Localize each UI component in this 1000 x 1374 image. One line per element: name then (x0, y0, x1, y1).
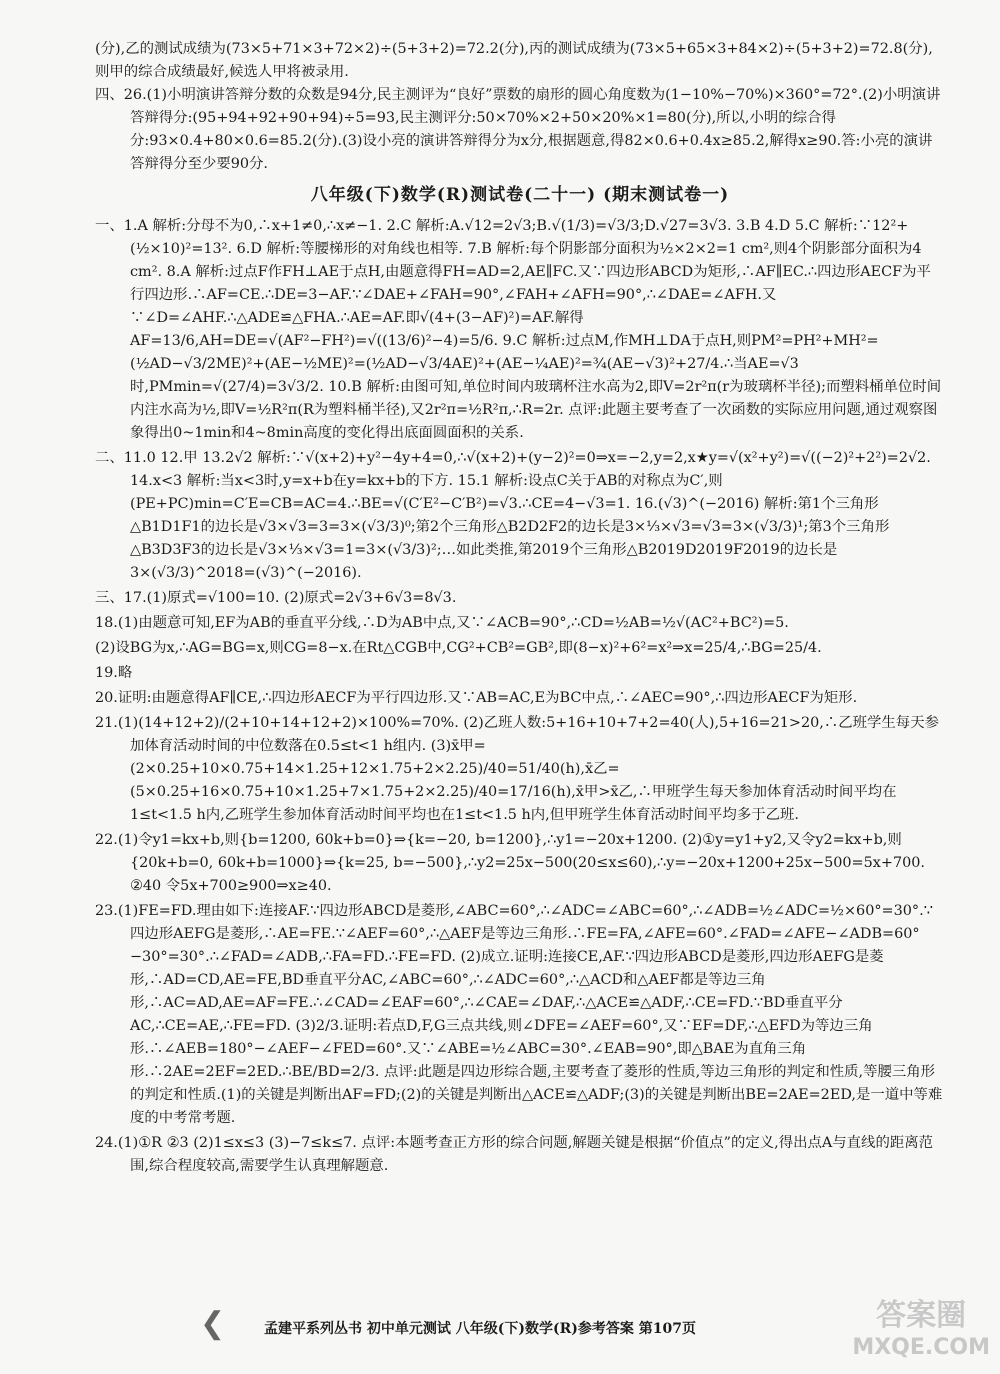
chevron-left-icon: ❮ (200, 1306, 226, 1341)
block-24: 24.(1)①R ②3 (2)1≤x≤3 (3)−7≤k≤7. 点评:本题考查正方形的综合问题,解题关键是根据“价值点”的定义,得出点A与直线的距离范围,综合程度较高,需要学生认真理解题意. (95, 1135, 934, 1174)
watermark-text: 答案圈 (876, 1298, 967, 1333)
page-footer: 孟建平系列丛书 初中单元测试 八年级(下)数学(R)参考答案 第107页 (264, 1321, 696, 1337)
block-22: 22.(1)令y1=kx+b,则{b=1200, 60k+b=0}⇒{k=−20, b=1200},∴y1=−20x+1200. (2)①y=y1+y2,又令y2=kx+b,则{20k+b=0, 60k+b=1000}⇒{k=25, b=−500},∴y2=25x−500(20≤x≤60),∴y=−20x+1200+25x−500=5x+700. ②40 令5x+700≥900⇒x≥40. (95, 832, 925, 894)
block-fill: 二、11.0 12.甲 13.2√2 解析:∵√(x+2)+y²−4y+4=0,∴√(x+2)+(y−2)²=0⇒x=−2,y=2,x★y=√(x²+y²)=√((−2)²+2²)=2√2. 14.x<3 解析:当x<3时,y=x+b在y=kx+b的下方. 15.1 解析:设点C关于AB的对称点为C′,则(PE+PC)min=C′E=CB=AC=4.∴BE=√(C′E²−C′B²)=√3.∴CE=4−√3=1. 16.(√3)^(−2016) 解析:第1个三角形△B1D1F1的边长是√3×√3=3=3×(√3/3)⁰;第2个三角形△B2D2F2的边长是3×⅓×√3=√3=3×(√3/3)¹;第3个三角形△B3D3F3的边长是√3×⅓×√3=1=3×(√3/3)²;…如此类推,第2019个三角形△B2019D2019F2019的边长是3×(√3/3)^2018=(√3)^(−2016). (95, 450, 931, 581)
top-line-1: (分),乙的测试成绩为(73×5+71×3+72×2)÷(5+3+2)=72.2(分),丙的测试成绩为(73×5+65×3+84×2)÷(5+3+2)=72.8(分),则甲的综合成绩最好,候选人甲将被录用. (95, 41, 933, 80)
block-20: 20.证明:由题意得AF∥CE,∴四边形AECF为平行四边形.又∵AB=AC,E为BC中点,∴∠AEC=90°,∴四边形AECF为矩形. (95, 690, 858, 706)
section-title: 八年级(下)数学(R)测试卷(二十一) (期末测试卷一) (310, 185, 730, 205)
top-line-2: 四、26.(1)小明演讲答辩分数的众数是94分,民主测评为“良好”票数的扇形的圆心角度数为(1−10%−70%)×360°=72°.(2)小明演讲答辩得分:(95+94+92+90+94)÷5=93,民主测评分:50×70%×2+50×20%×1=80(分),所以,小明的综合得分:93×0.4+80×0.6=85.2(分).(3)设小亮的演讲答辩得分为x分,根据题意,得82×0.6+0.4x≥85.2,解得x≥90.答:小亮的演讲答辩得分至少要90分. (95, 87, 941, 172)
answer-page (95, 38, 945, 1180)
block-23: 23.(1)FE=FD.理由如下:连接AF.∵四边形ABCD是菱形,∠ABC=60°,∴∠ADC=∠ABC=60°,∴∠ADB=½∠ADC=½×60°=30°.∵四边形AEFG是菱形,∴AE=FE.∵∠AEF=60°,∴△AEF是等边三角形.∴FE=FA,∠AFE=60°.∠FAD=∠AFE−∠ADB=60°−30°=30°.∴∠FAD=∠ADB,∴FA=FD.∴FE=FD. (2)成立.证明:连接CE,AF.∵四边形ABCD是菱形,四边形AEFG是菱形,∴AD=CD,AE=FE,BD垂直平分AC,∠ABC=60°,∴∠ADC=60°,∴△ACD和△AEF都是等边三角形,∴AC=AD,AE=AF=FE.∴∠CAD=∠EAF=60°,∴∠CAE=∠DAF,∴△ACE≌△ADF,∴CE=FD.∵BD垂直平分AC,∴CE=AE,∴FE=FD. (3)2/3.证明:若点D,F,G三点共线,则∠DFE=∠AEF=60°,又∵EF=DF,∴△EFD为等边三角形.∴∠AEB=180°−∠AEF−∠FED=60°.又∵∠ABE=½∠ABC=30°.∠EAB=90°,即△BAE为直角三角形.∴2AE=2EF=2ED.∴BE/BD=2/3. 点评:此题是四边形综合题,主要考查了菱形的性质,等边三角形的判定和性质,等腰三角形的判定和性质.(1)的关键是判断出AF=FD;(2)的关键是判断出△ACE≌△ADF;(3)的关键是判断出BE=2AE=2ED,是一道中等难度的中考常考题. (95, 903, 943, 1126)
block-18-1: 18.(1)由题意可知,EF为AB的垂直平分线,∴D为AB中点,又∵∠ACB=90°,∴CD=½AB=½√(AC²+BC²)=5. (95, 615, 789, 631)
block-19: 19.略 (95, 665, 133, 681)
block-17: 三、17.(1)原式=√100=10. (2)原式=2√3+6√3=8√3. (95, 590, 457, 606)
watermark-logo (852, 1300, 990, 1364)
block-21: 21.(1)(14+12+2)/(2+10+14+12+2)×100%=70%. (2)乙班人数:5+16+10+7+2=40(人),5+16=21>20,∴乙班学生每天参加体育活动时间的中位数落在0.5≤t<1 h组内. (3)x̄甲=(2×0.25+10×0.75+14×1.25+12×1.75+2×2.25)/40=51/40(h),x̄乙=(5×0.25+16×0.75+10×1.25+7×1.75+2×2.25)/40=17/16(h),x̄甲>x̄乙,∴甲班学生每天参加体育活动时间平均在1≤t<1.5 h内,乙班学生参加体育活动时间平均也在1≤t<1.5 h内,但甲班学生体育活动时间平均多于乙班. (95, 715, 939, 823)
block-18-2: (2)设BG为x,∴AG=BG=x,则CG=8−x.在Rt△CGB中,CG²+CB²=GB²,即(8−x)²+6²=x²⇒x=25/4,∴BG=25/4. (95, 640, 822, 656)
watermark-url: MXQE.COM (852, 1335, 990, 1360)
block-choice: 一、1.A 解析:分母不为0,∴x+1≠0,∴x≠−1. 2.C 解析:A.√12=2√3;B.√(1/3)=√3/3;D.√27=3√3. 3.B 4.D 5.C 解析:∵12²+(½×10)²=13². 6.D 解析:等腰梯形的对角线也相等. 7.B 解析:每个阴影部分面积为½×2×2=1 cm²,则4个阴影部分面积为4 cm². 8.A 解析:过点F作FH⊥AE于点H,由题意得FH=AD=2,AE∥FC.又∵四边形ABCD为矩形,∴AF∥EC.∴四边形AECF为平行四边形.∴AF=CE.∴DE=3−AF.∵∠DAE+∠FAH=90°,∠FAH+∠AFH=90°,∴∠DAE=∠AFH.又∵∠D=∠AHF.∴△ADE≌△FHA.∴AE=AF.即√(4+(3−AF)²)=AF.解得AF=13/6,AH=DE=√(AF²−FH²)=√((13/6)²−4)=5/6. 9.C 解析:过点M,作MH⊥DA于点H,则PM²=PH²+MH²=(½AD−√3/2ME)²+(AE−½ME)²=(½AD−√3/4AE)²+(AE−¼AE)²=¾(AE−√3)²+27/4.∴当AE=√3时,PMmin=√(27/4)=3√3/2. 10.B 解析:由图可知,单位时间内玻璃杯注水高为2,即V=2r²π(r为玻璃杯半径);而塑料桶单位时间内注水高为½,即V=½R²π(R为塑料桶半径),又2r²π=½R²π,∴R=2r. 点评:此题主要考查了一次函数的实际应用问题,通过观察图象得出0~1min和4~8min高度的变化得出底面圆面积的关系. (95, 218, 942, 441)
